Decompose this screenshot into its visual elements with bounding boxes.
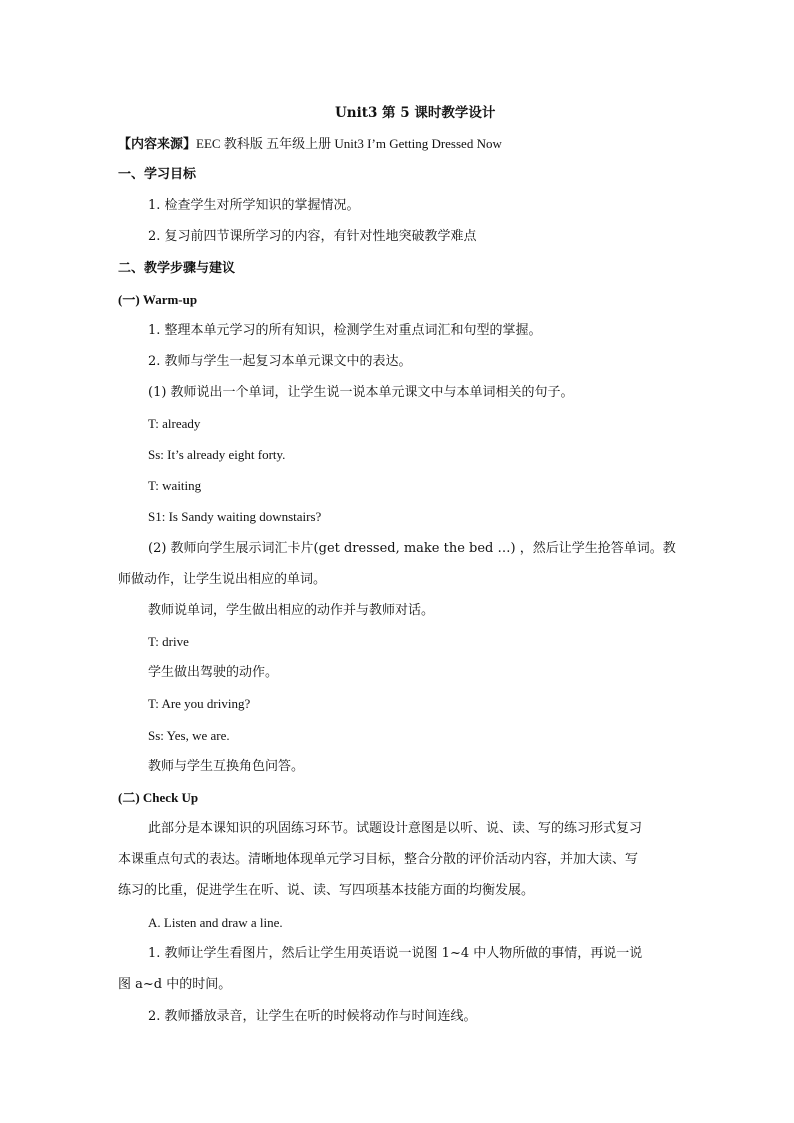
content-source [118,135,502,154]
warmup-line: 学生做出驾驶的动作。 [148,665,279,680]
dialogue-line: T: Are you driving? [148,696,251,711]
section-heading-steps: 二、教学步骤与建议 [118,261,236,276]
checkup-line: 练习的比重，促进学生在听、说、读、写四项基本技能方面的均衡发展。 [118,883,535,898]
content-source-label: 【内容来源】 [118,137,197,152]
warmup-line: (1) 教师说出一个单词，让学生说一说本单元课文中与本单词相关的句子。 [148,385,574,400]
warmup-line: 2. 教师与学生一起复习本单元课文中的表达。 [148,354,412,369]
checkup-line: 1. 教师让学生看图片，然后让学生用英语说一说图 1~4 中人物所做的事情，再说一说 [148,946,643,961]
warmup-line: 师做动作，让学生说出相应的单词。 [118,572,327,587]
section-heading-objectives: 一、学习目标 [118,167,197,182]
warmup-line: 教师说单词，学生做出相应的动作并与教师对话。 [148,603,435,618]
dialogue-line: T: waiting [148,478,202,493]
content-source-text: EEC 教科版 五年级上册 Unit3 I’m Getting Dressed Now [196,136,502,151]
dialogue-line: Ss: Yes, we are. [148,728,230,743]
objective-item: 1. 检查学生对所学知识的掌握情况。 [148,198,360,213]
warmup-line: 教师与学生互换角色问答。 [148,759,305,774]
dialogue-line: T: drive [148,634,189,649]
checkup-line: 图 a~d 中的时间。 [118,977,232,992]
dialogue-line: T: already [148,416,201,431]
page-title: Unit3 第 5 课时教学设计 [335,105,496,121]
subsection-heading-checkup: (二) Check Up [118,790,199,805]
checkup-line: 此部分是本课知识的巩固练习环节。试题设计意图是以听、说、读、写的练习形式复习 [148,821,643,836]
checkup-line: 本课重点句式的表达。清晰地体现单元学习目标，整合分散的评价活动内容，并加大读、写 [118,852,639,867]
warmup-line: (2) 教师向学生展示词汇卡片(get dressed, make the bed …) ，然后让学生抢答单词。教 [148,541,676,556]
dialogue-line: S1: Is Sandy waiting downstairs? [148,509,322,524]
objective-item: 2. 复习前四节课所学习的内容，有针对性地突破教学难点 [148,229,477,244]
checkup-line: 2. 教师播放录音，让学生在听的时候将动作与时间连线。 [148,1009,477,1024]
warmup-line: 1. 整理本单元学习的所有知识，检测学生对重点词汇和句型的掌握。 [148,323,542,338]
checkup-line: A. Listen and draw a line. [148,915,283,930]
subsection-heading-warmup: (一) Warm-up [118,292,198,307]
dialogue-line: Ss: It’s already eight forty. [148,447,286,462]
